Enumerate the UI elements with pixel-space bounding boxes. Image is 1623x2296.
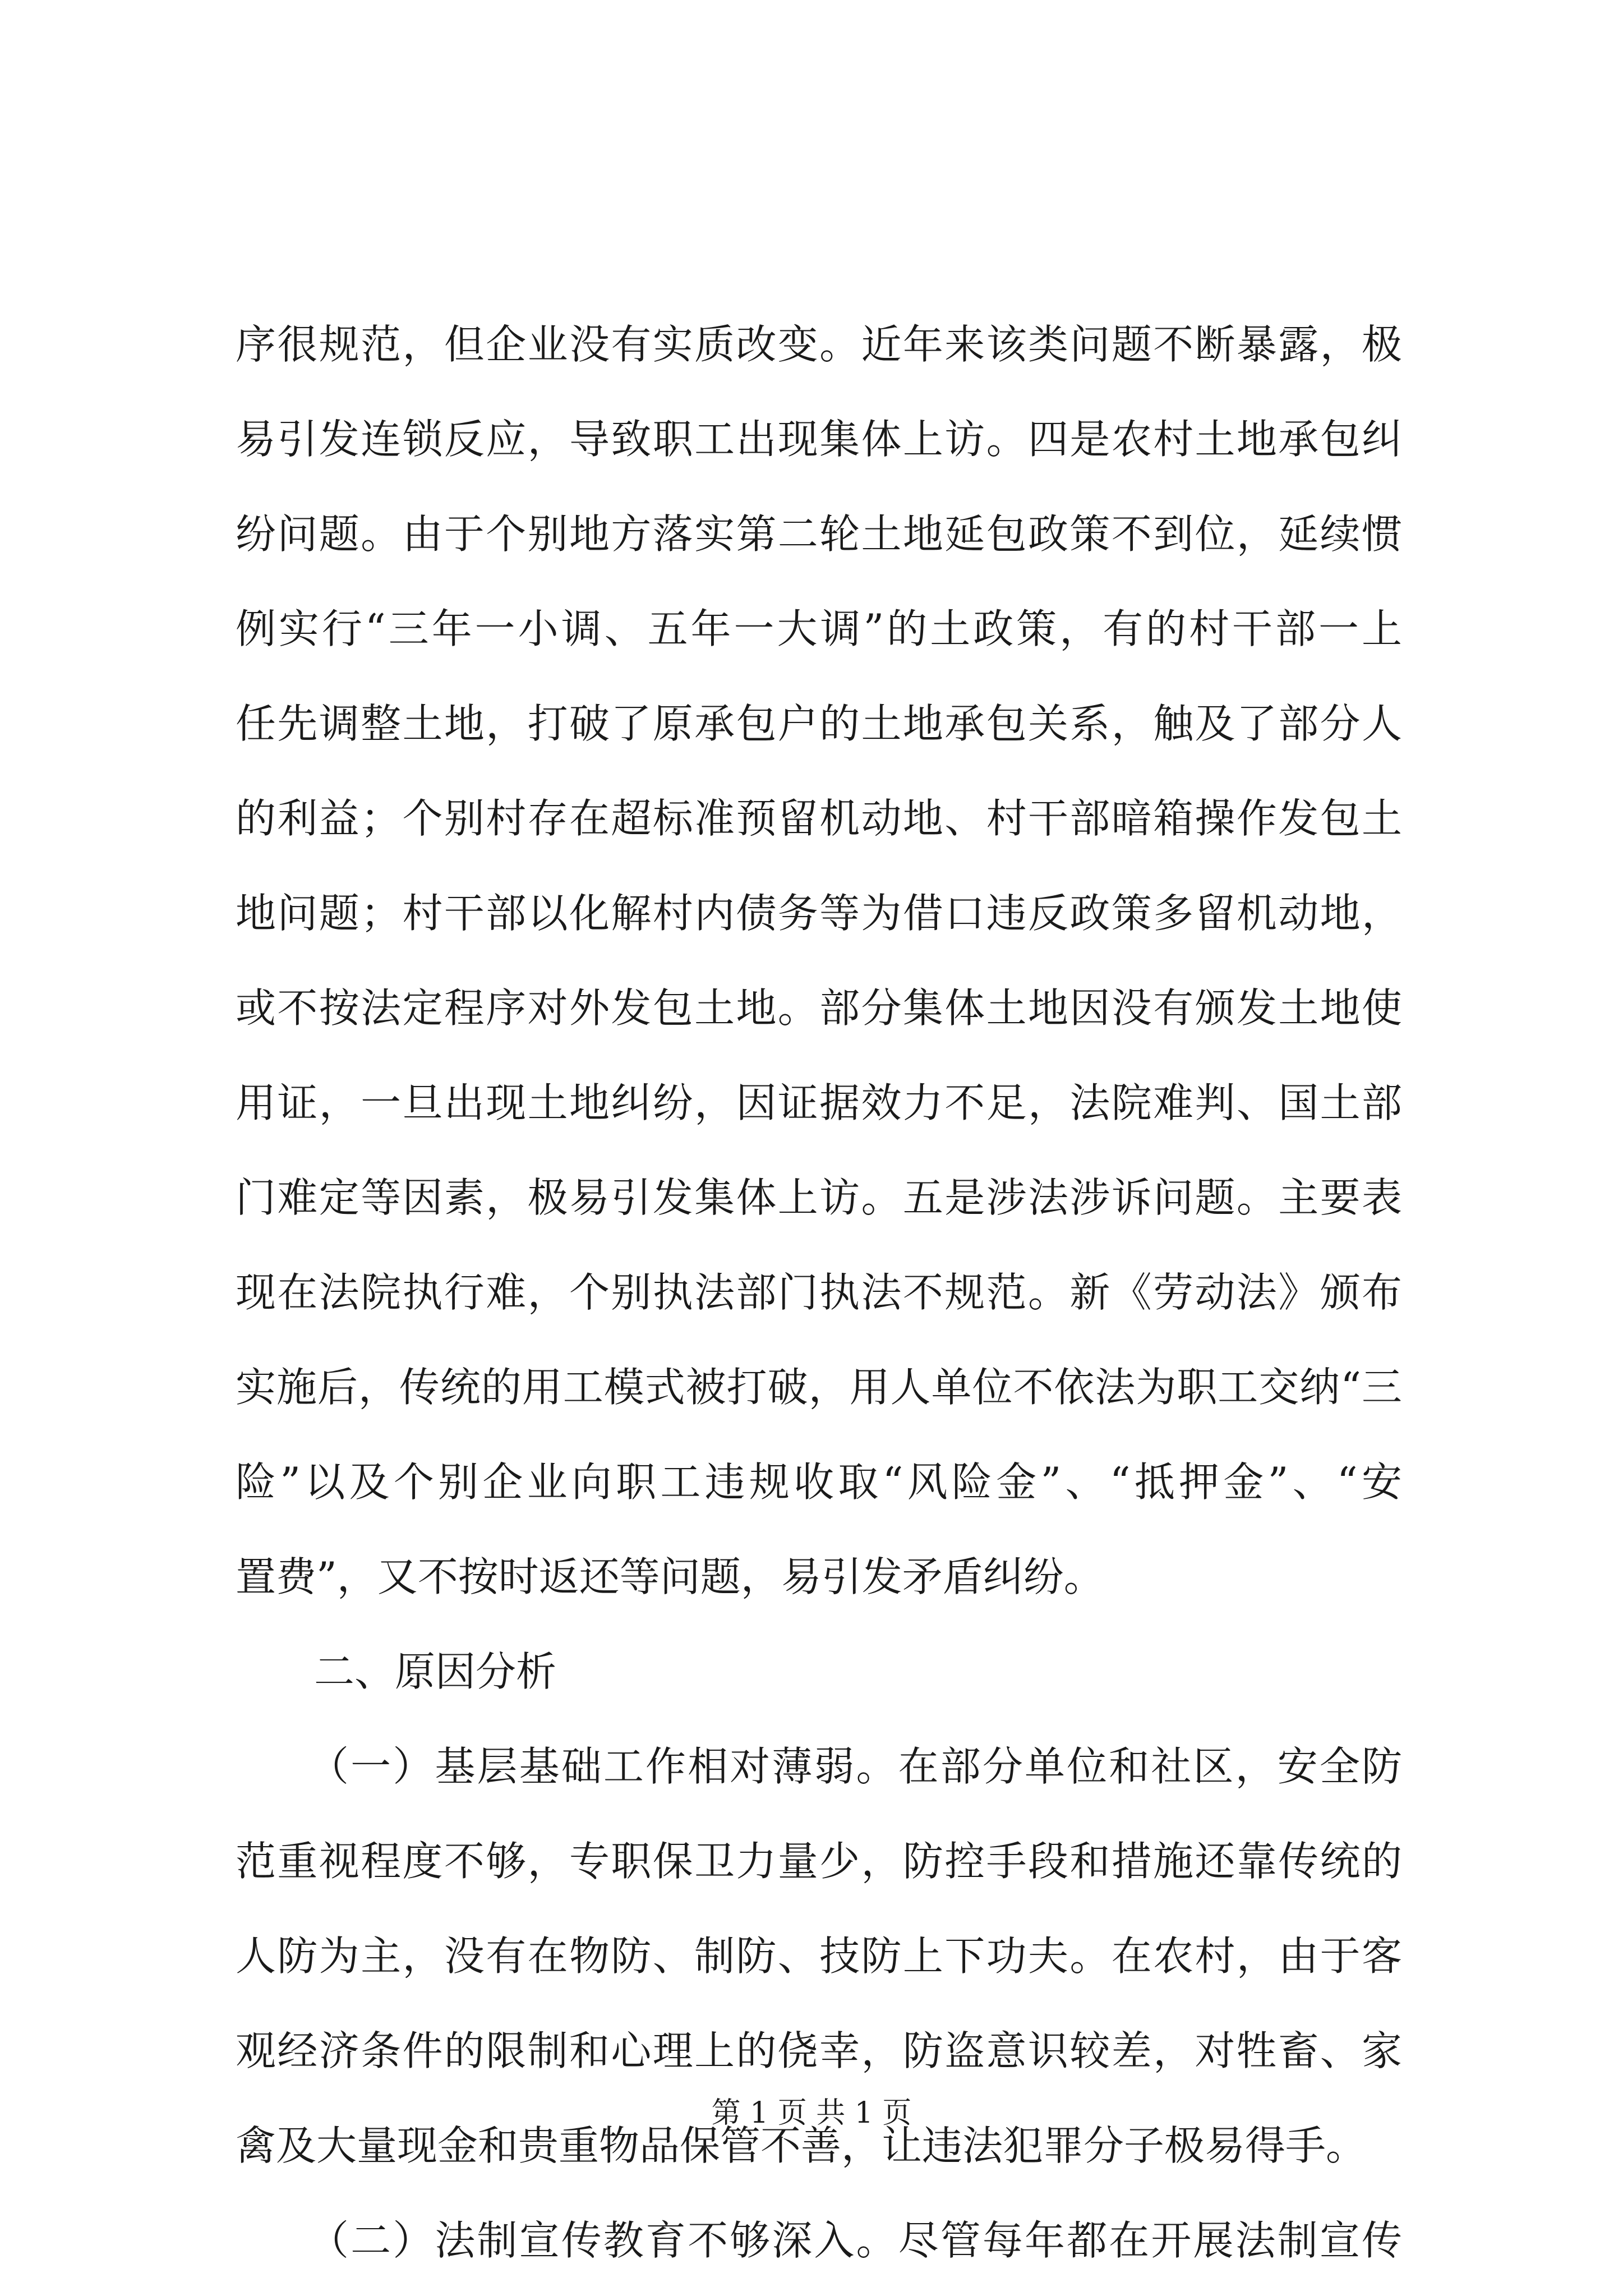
body-line: 的利益；个别村存在超标准预留机动地、村干部暗箱操作发包土 (236, 795, 1402, 842)
paragraph-end-line: 禽及大量现金和贵重物品保管不善，让违法犯罪分子极易得手。 (236, 2122, 1367, 2169)
subsection-heading-line: （一）基层基础工作相对薄弱。在部分单位和社区，安全防 (308, 1743, 1402, 1790)
body-line: 人防为主，没有在物防、制防、技防上下功夫。在农村，由于客 (236, 1932, 1402, 1980)
body-line: 险”以及个别企业向职工违规收取“风险金”、“抵押金”、“安 (236, 1458, 1402, 1506)
body-line: 观经济条件的限制和心理上的侥幸，防盗意识较差，对牲畜、家 (236, 2027, 1402, 2074)
body-line: 例实行“三年一小调、五年一大调”的土政策，有的村干部一上 (236, 605, 1402, 652)
paragraph-end-line: 置费”，又不按时返还等问题，易引发矛盾纠纷。 (236, 1553, 1104, 1600)
body-line: 地问题；村干部以化解村内债务等为借口违反政策多留机动地， (236, 890, 1402, 937)
section-heading: 二、原因分析 (314, 1648, 557, 1695)
page-footer: 第 1 页 共 1 页 (711, 2096, 912, 2130)
document-body (236, 297, 1402, 2288)
body-line: 序很规范，但企业没有实质改变。近年来该类问题不断暴露，极 (236, 321, 1402, 368)
body-line: 用证，一旦出现土地纠纷，因证据效力不足，法院难判、国土部 (236, 1079, 1402, 1126)
body-line: 纷问题。由于个别地方落实第二轮土地延包政策不到位，延续惯 (236, 510, 1402, 558)
body-line: 易引发连锁反应，导致职工出现集体上访。四是农村土地承包纠 (236, 416, 1402, 463)
body-line: 任先调整土地，打破了原承包户的土地承包关系，触及了部分人 (236, 700, 1402, 747)
body-line: 现在法院执行难，个别执法部门执法不规范。新《劳动法》颁布 (236, 1269, 1402, 1316)
body-line: 范重视程度不够，专职保卫力量少，防控手段和措施还靠传统的 (236, 1838, 1402, 1885)
subsection-heading-line: （二）法制宣传教育不够深入。尽管每年都在开展法制宣传 (308, 2217, 1402, 2264)
body-line: 或不按法定程序对外发包土地。部分集体土地因没有颁发土地使 (236, 984, 1402, 1032)
body-line: 实施后，传统的用工模式被打破，用人单位不依法为职工交纳“三 (236, 1364, 1402, 1411)
body-line: 门难定等因素，极易引发集体上访。五是涉法涉诉问题。主要表 (236, 1174, 1402, 1221)
